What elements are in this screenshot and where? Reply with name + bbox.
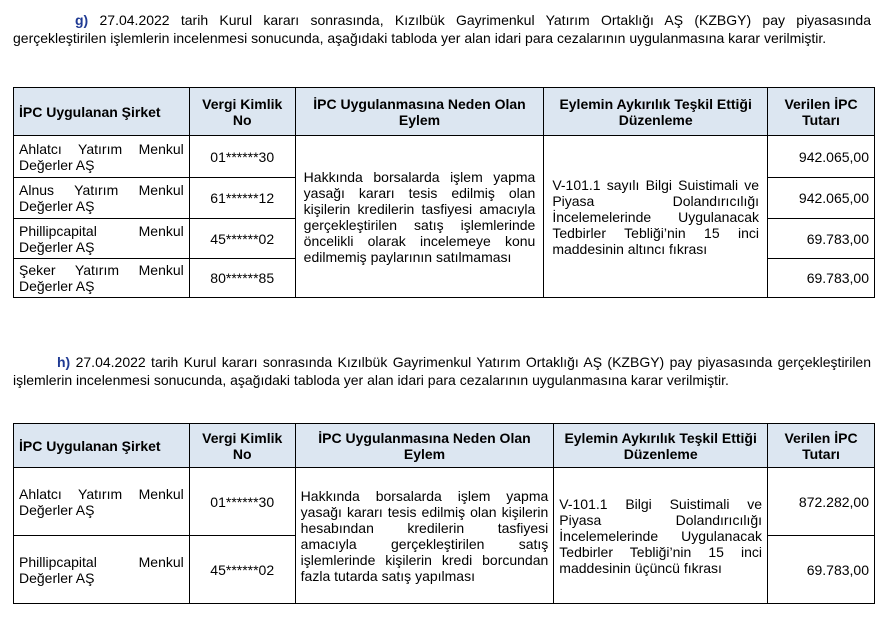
section-g-label: g) <box>75 12 89 28</box>
section-h-text: 27.04.2022 tarih Kurul kararı sonrasında Kızılbük Gayrimenkul Yatırım Ortaklığı AŞ (KZBGY) pay piyasasında gerçekleştirilen işlemlerin incelenmesi sonucunda, aşağıdaki tabloda yer alan idari para cezalarının uygulanmasına karar verilmiştir. <box>13 354 872 388</box>
company-cell: Şeker Yatırım Menkul Değerler AŞ <box>14 259 190 298</box>
header-company: İPC Uygulanan Şirket <box>14 88 190 136</box>
amount-cell: 69.783,00 <box>768 219 875 259</box>
header-action: İPC Uygulanmasına Neden Olan Eylem <box>295 88 544 136</box>
tax-id-cell: 01******30 <box>189 136 295 178</box>
action-cell: Hakkında borsalarda işlem yapma yasağı kararı tesis edilmiş olan kişilerin hesabından kredilerin tasfiyesi amacıyla gerçekleştirilen satış işlemlerinde kişilerin kredi borcundan fazla tutarda satış yapılması <box>295 468 554 604</box>
header-tax-id: Vergi Kimlik No <box>189 88 295 136</box>
amount-cell: 69.783,00 <box>768 259 875 298</box>
action-cell: Hakkında borsalarda işlem yapma yasağı kararı tesis edilmiş olan kişilerin kredilerin tasfiyesi amacıyla gerçekleştirilen satış işlemlerinde öncelikli olarak incelemeye konu edilmemiş paylarının satılmaması <box>295 136 544 298</box>
section-h-paragraph <box>13 353 871 389</box>
company-cell: Ahlatcı Yatırım Menkul Değerler AŞ <box>14 468 190 536</box>
company-cell: Phillipcapital Menkul Değerler AŞ <box>14 536 190 604</box>
section-g-text: 27.04.2022 tarih Kurul kararı sonrasında, Kızılbük Gayrimenkul Yatırım Ortaklığı AŞ (KZBGY) pay piyasasında gerçekleştirilen işlemlerin incelenmesi sonucunda, aşağıdaki tabloda yer alan idari para cezalarının uygulanmasına karar verilmiştir. <box>13 12 872 46</box>
company-cell: Ahlatcı Yatırım Menkul Değerler AŞ <box>14 136 190 178</box>
amount-cell: 872.282,00 <box>768 468 875 536</box>
header-company: İPC Uygulanan Şirket <box>14 424 190 468</box>
penalty-table-h <box>13 423 875 604</box>
penalty-table-g <box>13 87 875 298</box>
section-g-paragraph <box>13 11 871 47</box>
amount-cell: 942.065,00 <box>768 136 875 178</box>
header-action: İPC Uygulanmasına Neden Olan Eylem <box>295 424 554 468</box>
header-amount: Verilen İPC Tutarı <box>768 88 875 136</box>
tax-id-cell: 01******30 <box>189 468 295 536</box>
regulation-cell: V-101.1 sayılı Bilgi Suistimali ve Piyasa Dolandırıcılığı İncelemelerinde Uygulanacak Tedbirler Tebliği’nin 15 inci maddesinin altıncı fıkrası <box>544 136 768 298</box>
company-cell: Alnus Yatırım Menkul Değerler AŞ <box>14 178 190 219</box>
header-regulation: Eylemin Aykırılık Teşkil Ettiği Düzenleme <box>554 424 768 468</box>
tax-id-cell: 45******02 <box>189 536 295 604</box>
amount-cell: 69.783,00 <box>768 536 875 604</box>
tax-id-cell: 61******12 <box>189 178 295 219</box>
amount-cell: 942.065,00 <box>768 178 875 219</box>
header-regulation: Eylemin Aykırılık Teşkil Ettiği Düzenleme <box>544 88 768 136</box>
tax-id-cell: 45******02 <box>189 219 295 259</box>
tax-id-cell: 80******85 <box>189 259 295 298</box>
table-g-header-row <box>14 88 875 136</box>
table-h-header-row <box>14 424 875 468</box>
table-row <box>14 136 875 178</box>
section-h-label: h) <box>57 354 71 370</box>
regulation-cell: V-101.1 Bilgi Suistimali ve Piyasa Dolandırıcılığı İncelemelerinde Uygulanacak Tedbirler Tebliği’nin 15 inci maddesinin üçüncü fıkrası <box>554 468 768 604</box>
company-cell: Phillipcapital Menkul Değerler AŞ <box>14 219 190 259</box>
header-tax-id: Vergi Kimlik No <box>189 424 295 468</box>
table-row <box>14 468 875 536</box>
header-amount: Verilen İPC Tutarı <box>768 424 875 468</box>
